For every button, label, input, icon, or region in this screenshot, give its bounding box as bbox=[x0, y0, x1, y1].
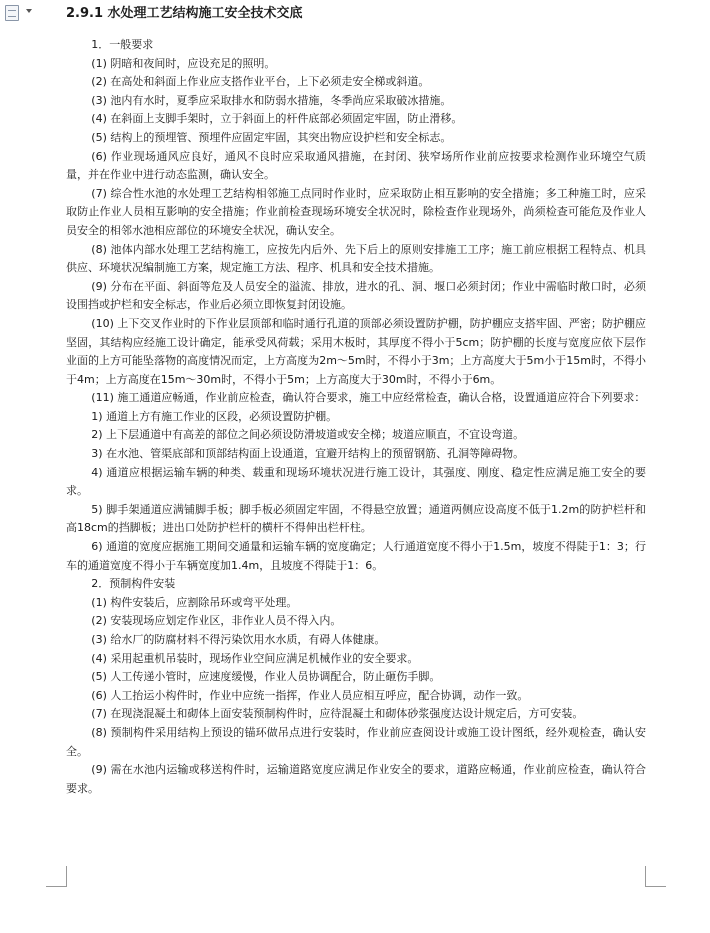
paragraph: (7) 综合性水池的水处理工艺结构相邻施工点同时作业时，应采取防止相互影响的安全措施；多工种施工时，应采取防止作业人员相互影响的安全措施；作业前检查现场环境安全状况时，除检查作业现场外，尚须检查可能危及作业人员安全的相邻水池相应部位的环境安全状况，确认安全。 bbox=[66, 186, 646, 237]
paragraph: (1) 构件安装后，应割除吊环或弯平处理。 bbox=[91, 595, 298, 609]
chevron-down-icon[interactable] bbox=[26, 9, 32, 13]
document-body bbox=[66, 36, 646, 798]
paragraph: 2．预制构件安装 bbox=[91, 577, 176, 591]
paragraph: 1) 通道上方有施工作业的区段，必须设置防护棚。 bbox=[91, 409, 338, 423]
paragraph: (6) 人工抬运小构件时，作业中应统一指挥，作业人员应相互呼应，配合协调，动作一致。 bbox=[91, 688, 529, 702]
document-page bbox=[66, 0, 646, 933]
paragraph: 5) 脚手架通道应满铺脚手板；脚手板必须固定牢固，不得悬空放置；通道两侧应设高度不低于1.2m的防护栏杆和高18cm的挡脚板；进出口处防护栏杆的横杆不得伸出栏杆柱。 bbox=[66, 502, 646, 535]
paragraph: 2) 上下层通道中有高差的部位之间必须设防滑坡道或安全梯；坡道应顺直，不宜设弯道。 bbox=[91, 428, 525, 442]
paragraph: (1) 阴暗和夜间时，应设充足的照明。 bbox=[91, 56, 276, 70]
paragraph: (8) 预制构件采用结构上预设的锚环做吊点进行安装时，作业前应查阅设计或施工设计图纸，经外观检查，确认安全。 bbox=[66, 725, 646, 758]
paragraph: (3) 给水厂的防腐材料不得污染饮用水水质，有碍人体健康。 bbox=[91, 633, 386, 646]
paragraph: (2) 在高处和斜面上作业应支搭作业平台，上下必须走安全梯或斜道。 bbox=[91, 75, 430, 89]
paragraph: 4) 通道应根据运输车辆的种类、载重和现场环境状况进行施工设计，其强度、刚度、稳定性应满足施工安全的要求。 bbox=[66, 465, 646, 498]
paragraph: (6) 作业现场通风应良好，通风不良时应采取通风措施，在封闭、狭窄场所作业前应按要求检测作业环境空气质量，并在作业中进行动态监测，确认安全。 bbox=[66, 149, 646, 182]
paragraph: 6) 通道的宽度应据施工期间交通量和运输车辆的宽度确定；人行通道宽度不得小于1.5m，坡度不得陡于1：3；行车的通道宽度不得小于车辆宽度加1.4m，且坡度不得陡于1：6。 bbox=[66, 540, 646, 572]
paragraph: (9) 需在水池内运输或移送构件时，运输道路宽度应满足作业安全的要求，道路应畅通，作业前应检查，确认符合要求。 bbox=[66, 763, 646, 795]
paragraph: (4) 采用起重机吊装时，现场作业空间应满足机械作业的安全要求。 bbox=[91, 651, 419, 665]
paragraph: (5) 人工传递小管时，应速度缓慢，作业人员协调配合，防止砸伤手脚。 bbox=[91, 670, 441, 684]
paragraph: (2) 安装现场应划定作业区，非作业人员不得入内。 bbox=[91, 614, 342, 628]
paragraph: 3) 在水池、管渠底部和顶部结构面上设通道，宜避开结构上的预留钢筋、孔洞等障碍物。 bbox=[91, 447, 525, 461]
paragraph: 1．一般要求 bbox=[91, 38, 154, 51]
paragraph: (3) 池内有水时，夏季应采取排水和防弱水措施，冬季尚应采取破冰措施。 bbox=[91, 93, 452, 107]
paragraph: (8) 池体内部水处理工艺结构施工，应按先内后外、先下后上的原则安排施工工序；施工前应根据工程特点、机具供应、环境状况编制施工方案，规定施工方法、程序、机具和安全技术措施。 bbox=[66, 242, 646, 275]
section-heading: 2.9.1 水处理工艺结构施工安全技术交底 bbox=[66, 6, 303, 21]
page-corner-mark-left bbox=[46, 866, 67, 887]
paragraph: (11) 施工通道应畅通，作业前应检查，确认符合要求，施工中应经常检查，确认合格，设置通道应符合下列要求： bbox=[91, 391, 646, 405]
page-corner-mark-right bbox=[645, 866, 666, 887]
paragraph: (4) 在斜面上支脚手架时，立于斜面上的杆件底部必须固定牢固，防止滑移。 bbox=[91, 112, 463, 126]
paragraph: (7) 在现浇混凝土和砌体上面安装预制构件时，应待混凝土和砌体砂浆强度达设计规定后，方可安装。 bbox=[91, 707, 584, 721]
paragraph: (10) 上下交叉作业时的下作业层顶部和临时通行孔道的顶部必须设置防护棚，防护棚应支搭牢固、严密；防护棚应坚固，其结构应经施工设计确定，能承受风荷载；采用木板时，其厚度不得小于5cm；防护棚的长度与宽度应依下层作业面的上方可能坠落物的高度情况而定，上方高度为2m～5m时，不得小于3m；上方高度大于5m小于15m时，不得小于4m；上方高度在15m～30m时，不得小于5m；上方高度大于30m时，不得小于6m。 bbox=[66, 316, 646, 386]
document-icon bbox=[5, 5, 19, 21]
paragraph: (9) 分布在平面、斜面等危及人员安全的溢流、排放，进水的孔、洞、堰口必须封闭；作业中需临时敞口时，必须设围挡或护栏和安全标志，作业后必须立即恢复封闭设施。 bbox=[66, 279, 646, 312]
paragraph: (5) 结构上的预埋管、预埋件应固定牢固，其突出物应设护栏和安全标志。 bbox=[91, 130, 452, 144]
